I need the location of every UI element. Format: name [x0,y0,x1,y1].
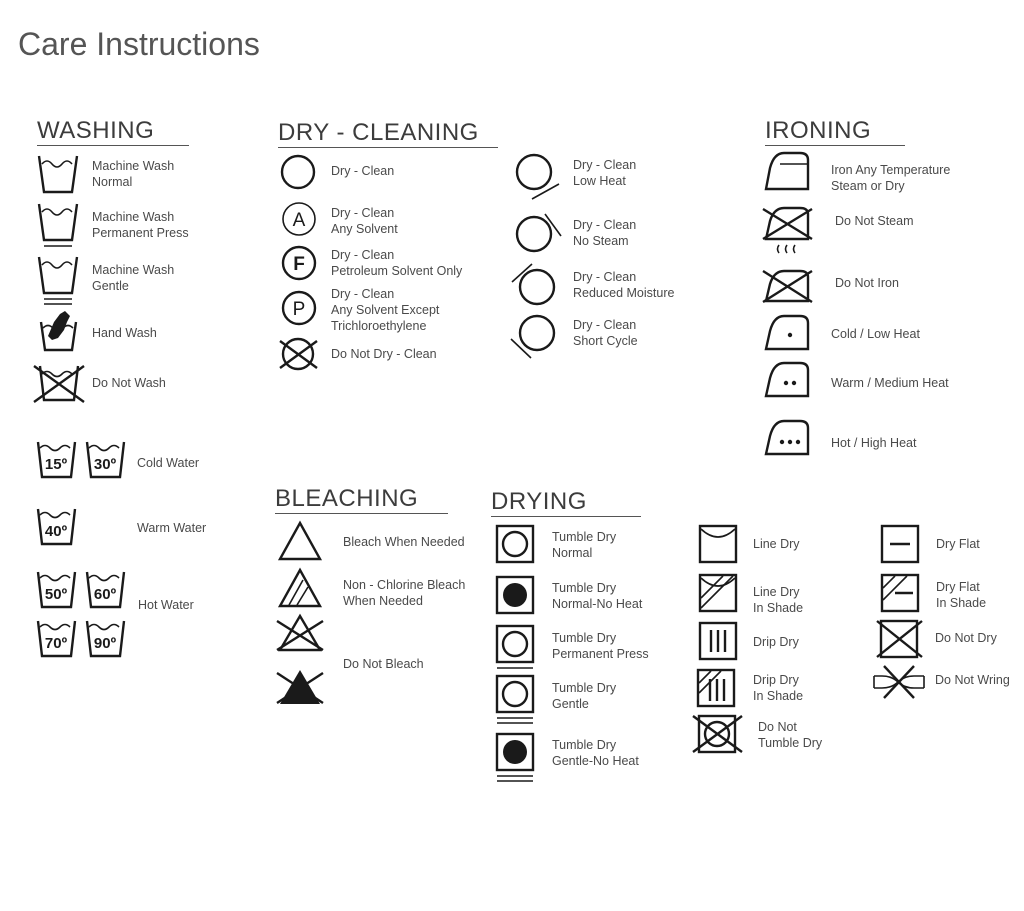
do-not-bleach-icon [276,613,326,709]
label: Machine Wash Normal [92,159,175,189]
label: Hot / High Heat [831,436,917,450]
label: Do Not Dry - Clean [331,347,437,361]
dry-clean-circle-icon [280,154,316,190]
do-not-tumble-dry-icon [692,714,744,756]
label: Tumble Dry Gentle [552,681,617,711]
svg-text:30º: 30º [93,456,117,473]
label: Dry - Clean Any Solvent Except Trichloroethylene [331,287,440,333]
hand-wash-icon [40,310,80,354]
do-not-steam-icon [762,205,814,257]
tumble-dry-gentle-no-heat-icon [496,733,536,785]
dry-clean-no-steam-icon [515,212,563,256]
label: Do Not Tumble Dry [758,720,823,750]
section-title-dry-cleaning: DRY - CLEANING [278,119,498,148]
wash-tub-gentle-icon [38,253,80,307]
svg-text:90º: 90º [93,635,117,652]
label: Do Not Steam [835,214,914,228]
do-not-dry-icon [876,619,924,659]
label: Dry - Clean Low Heat [573,158,637,188]
svg-text:50º: 50º [44,586,68,603]
svg-text:70º: 70º [44,635,68,652]
line-dry-shade-icon [699,574,739,614]
section-title-bleaching: BLEACHING [275,485,448,514]
wash-tub-70-icon [37,619,77,659]
svg-text:40º: 40º [44,523,68,540]
label: Tumble Dry Gentle-No Heat [552,738,639,768]
label: Dry - Clean No Steam [573,218,637,248]
label: Dry Flat In Shade [936,580,987,610]
label: Dry - Clean Petroleum Solvent Only [331,248,463,278]
label: Do Not Iron [835,276,899,290]
label: Tumble Dry Normal-No Heat [552,581,643,611]
svg-text:60º: 60º [93,586,117,603]
label: Dry Flat [936,537,980,551]
drip-dry-icon [699,622,739,662]
tumble-dry-no-heat-icon [496,576,536,616]
wash-tub-30-icon [86,440,126,480]
non-chlorine-bleach-icon [279,567,323,609]
dry-clean-low-heat-icon [515,153,561,201]
dry-clean-a-icon [282,202,318,238]
iron-two-dots-icon [764,360,812,400]
label: Dry - Clean Short Cycle [573,318,638,348]
do-not-wring-icon [872,664,926,700]
iron-one-dot-icon [764,313,812,353]
page-title: Care Instructions [18,26,260,62]
label: Non - Chlorine Bleach When Needed [343,578,466,608]
label: Bleach When Needed [343,535,465,549]
wash-tub-60-icon [86,570,126,610]
section-title-ironing: IRONING [765,117,905,146]
label: Tumble Dry Permanent Press [552,631,649,661]
wash-tub-50-icon [37,570,77,610]
label: Cold / Low Heat [831,327,920,341]
tumble-dry-permanent-press-icon [496,625,536,671]
label: Do Not Bleach [343,657,424,671]
label: Drip Dry [753,635,799,649]
label: Tumble Dry Normal [552,530,617,560]
dry-clean-p-icon [282,291,318,327]
label: Dry - Clean Reduced Moisture [573,270,675,300]
label: Line Dry [753,537,800,551]
label: Line Dry In Shade [753,585,804,615]
label: Warm / Medium Heat [831,376,949,390]
do-not-dry-clean-icon [279,337,319,373]
wash-tub-15-icon [37,440,77,480]
svg-text:F: F [293,254,305,275]
do-not-wash-icon [34,364,84,404]
wash-tub-permanent-press-icon [38,200,80,250]
dry-flat-icon [881,525,921,565]
svg-text:P: P [292,299,306,320]
label: Iron Any Temperature Steam or Dry [831,163,951,193]
section-title-drying: DRYING [491,488,641,517]
warm-water-label: Warm Water [137,521,207,535]
iron-three-dots-icon [764,418,812,458]
wash-tub-icon [38,152,80,196]
tumble-dry-icon [496,525,536,565]
label: Do Not Wring [935,673,1010,687]
section-title-washing: WASHING [37,117,189,146]
wash-tub-40-icon [37,507,77,547]
label: Dry - Clean Any Solvent [331,206,398,236]
bleach-triangle-icon [279,520,323,562]
dry-clean-reduced-moisture-icon [510,262,560,306]
label: Do Not Wash [92,376,166,390]
tumble-dry-gentle-icon [496,675,536,727]
dry-clean-f-icon [282,246,318,282]
label: Hand Wash [92,326,157,340]
cold-water-label: Cold Water [137,456,200,470]
dry-flat-shade-icon [881,574,921,614]
label: Machine Wash Gentle [92,263,175,293]
line-dry-icon [699,525,739,565]
iron-icon [764,150,812,192]
hot-water-label: Hot Water [138,598,194,612]
wash-tub-90-icon [86,619,126,659]
label: Dry - Clean [331,164,395,178]
svg-text:A: A [292,210,306,231]
drip-dry-shade-icon [697,669,737,709]
label: Do Not Dry [935,631,997,645]
label: Drip Dry In Shade [753,673,804,703]
label: Machine Wash Permanent Press [92,210,189,240]
svg-text:15º: 15º [44,456,68,473]
dry-clean-short-cycle-icon [508,313,558,361]
do-not-iron-icon [762,268,814,304]
